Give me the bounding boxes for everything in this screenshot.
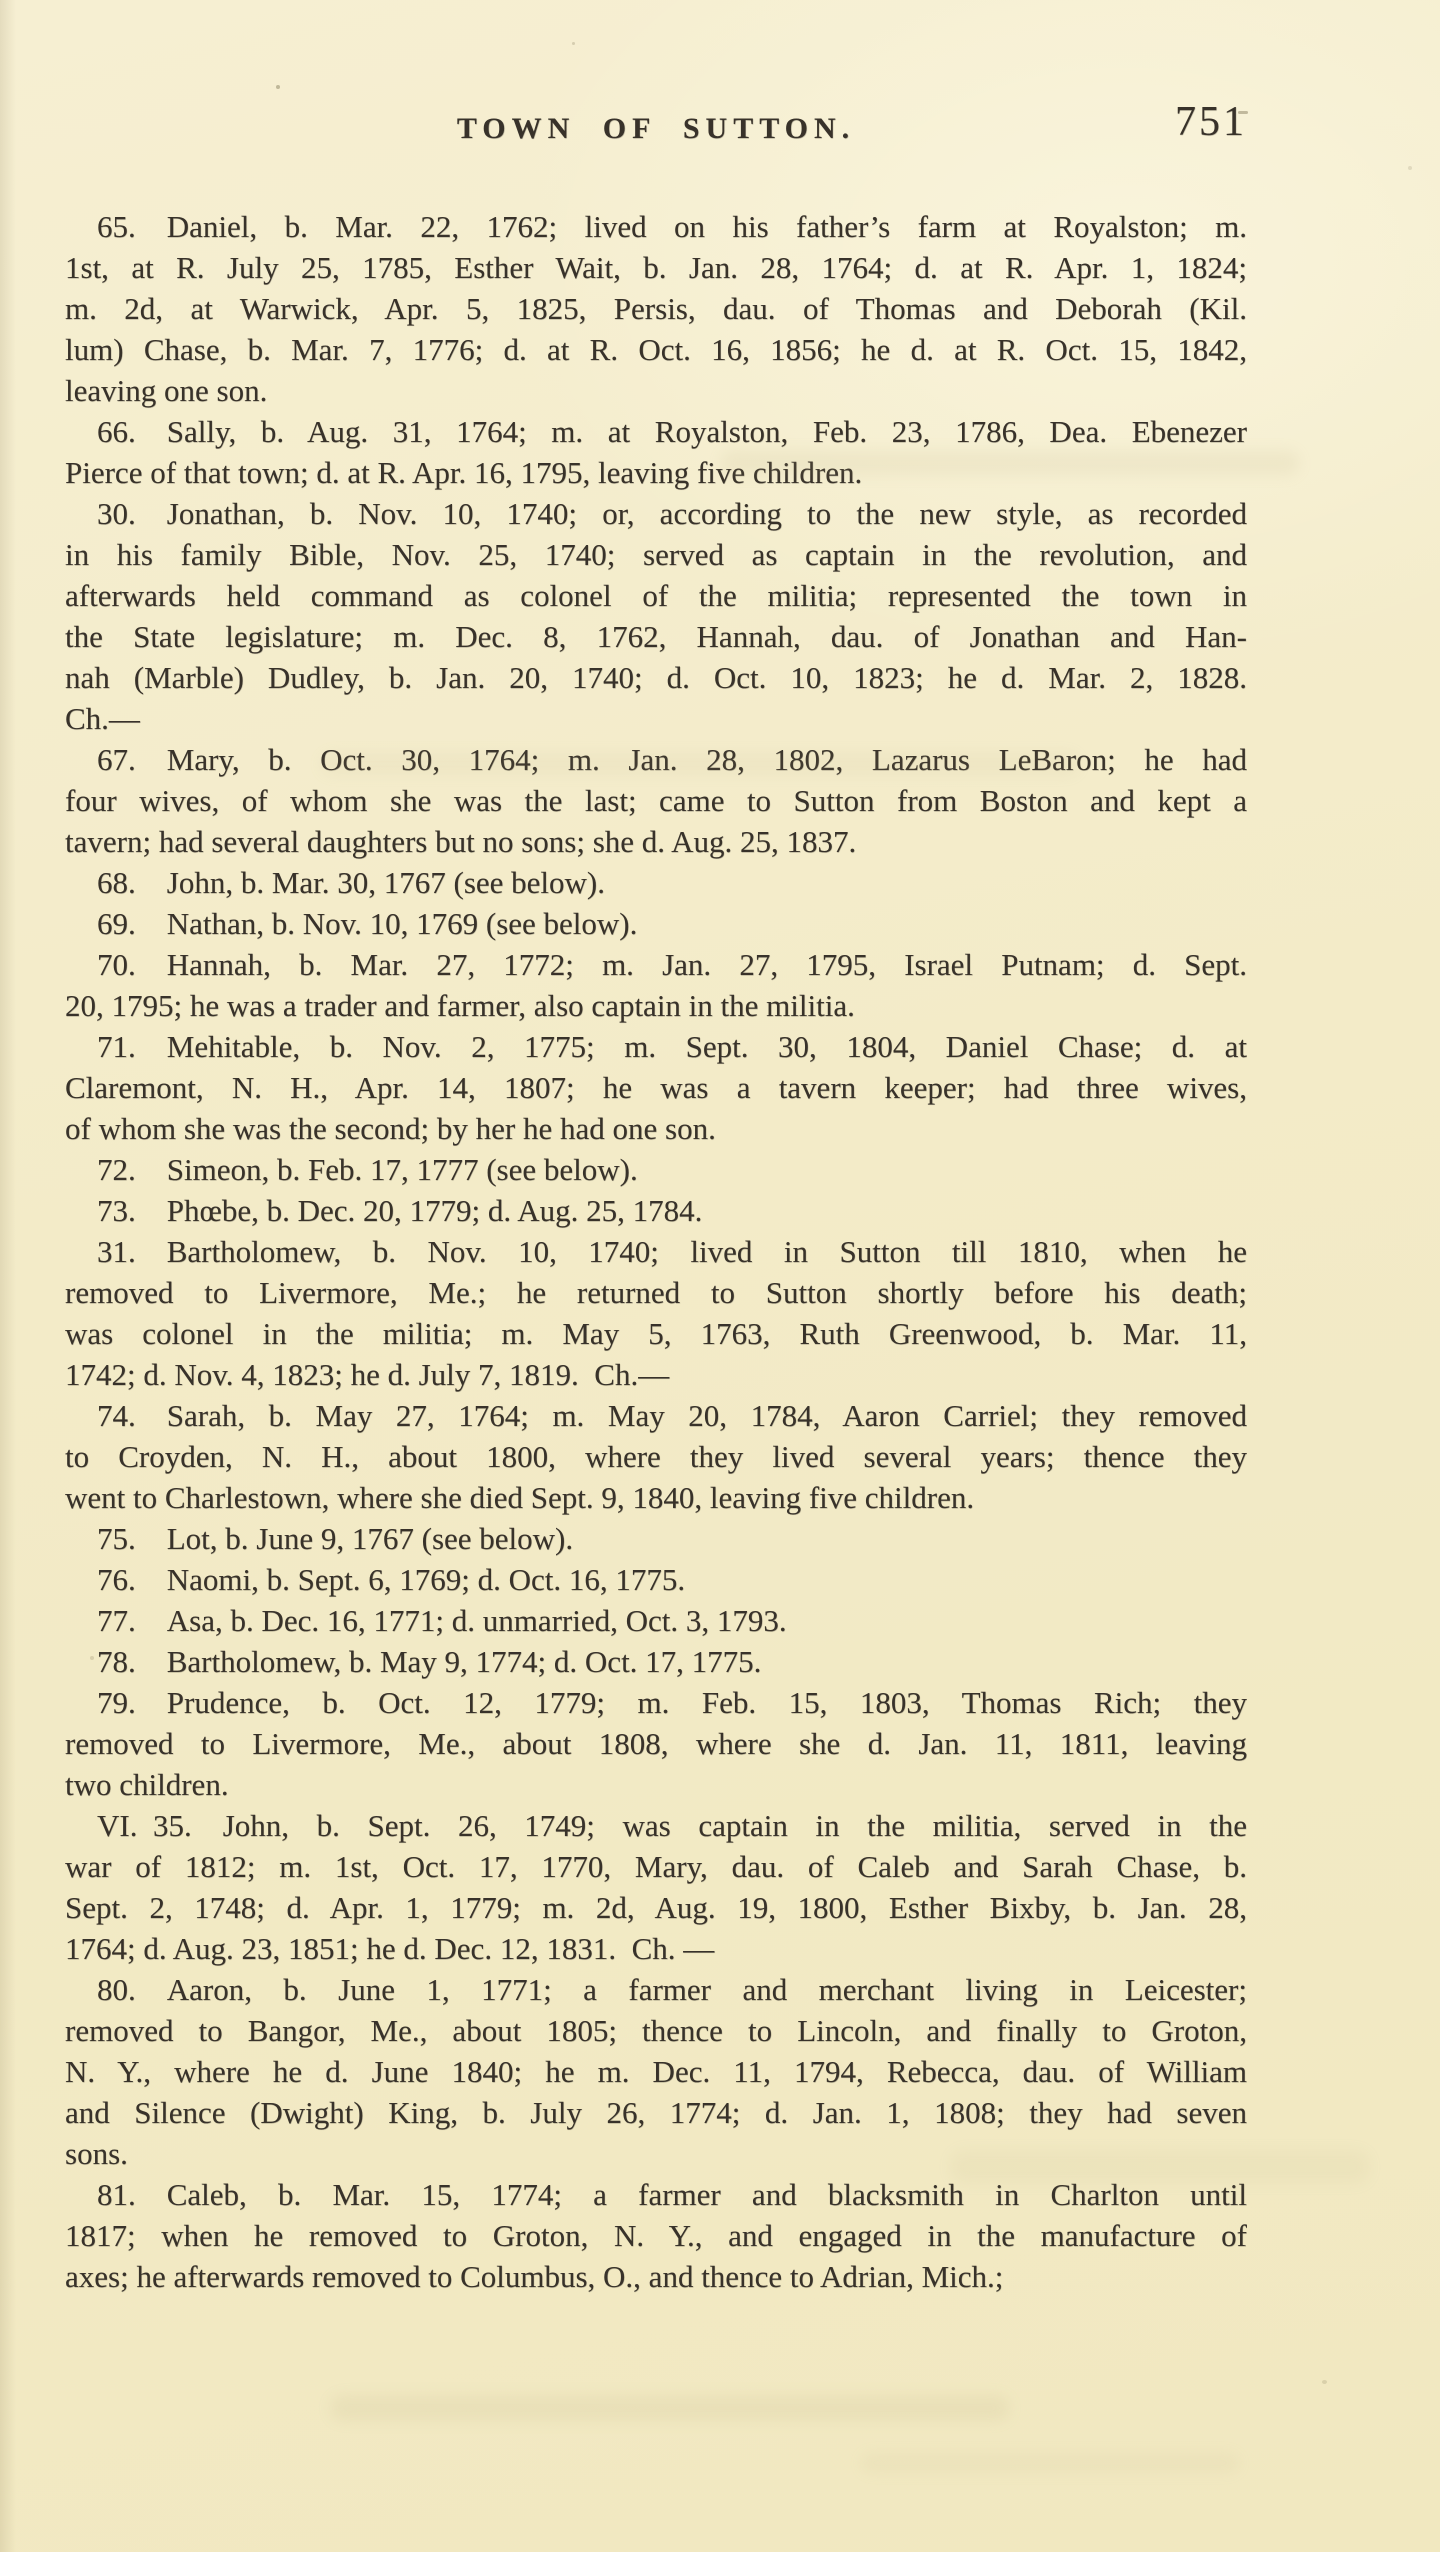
text-line: VI. 35. John, b. Sept. 26, 1749; was captain in the militia, served in the bbox=[97, 1808, 1247, 1843]
text-line: 78. Bartholomew, b. May 9, 1774; d. Oct. 17, 1775. bbox=[97, 1644, 762, 1679]
text-line: 20, 1795; he was a trader and farmer, also captain in the militia. bbox=[65, 988, 855, 1023]
text-line: 31. Bartholomew, b. Nov. 10, 1740; lived in Sutton till 1810, when he bbox=[97, 1234, 1247, 1269]
text-line: lum) Chase, b. Mar. 7, 1776; d. at R. Oct. 16, 1856; he d. at R. Oct. 15, 1842, bbox=[65, 332, 1247, 367]
text-line: 76. Naomi, b. Sept. 6, 1769; d. Oct. 16, 1775. bbox=[97, 1562, 686, 1597]
text-line: 75. Lot, b. June 9, 1767 (see below). bbox=[97, 1521, 574, 1556]
entry-79 bbox=[65, 1682, 1247, 1805]
entry-71 bbox=[65, 1026, 1247, 1149]
text-line: 65. Daniel, b. Mar. 22, 1762; lived on his father’s farm at Royalston; m. bbox=[97, 209, 1247, 244]
text-line: Ch.— bbox=[65, 701, 140, 736]
show-through-smudge bbox=[860, 2452, 1240, 2474]
text-line: 1817; when he removed to Groton, N. Y., and engaged in the manufacture of bbox=[65, 2218, 1247, 2253]
text-line: Pierce of that town; d. at R. Apr. 16, 1795, leaving five children. bbox=[65, 455, 863, 490]
entry-68 bbox=[65, 862, 1247, 903]
entry-73 bbox=[65, 1190, 1247, 1231]
text-line: 74. Sarah, b. May 27, 1764; m. May 20, 1784, Aaron Carriel; they removed bbox=[97, 1398, 1247, 1433]
paper-speck bbox=[1322, 2380, 1327, 2384]
text-line: leaving one son. bbox=[65, 373, 268, 408]
paper-speck bbox=[1238, 111, 1248, 114]
text-line: 80. Aaron, b. June 1, 1771; a farmer and merchant living in Leicester; bbox=[97, 1972, 1247, 2007]
show-through-smudge bbox=[330, 2395, 1010, 2421]
text-line: went to Charlestown, where she died Sept. 9, 1840, leaving five children. bbox=[65, 1480, 975, 1515]
text-line: four wives, of whom she was the last; came to Sutton from Boston and kept a bbox=[65, 783, 1247, 818]
entry-72 bbox=[65, 1149, 1247, 1190]
text-line: 69. Nathan, b. Nov. 10, 1769 (see below). bbox=[97, 906, 638, 941]
show-through-smudge bbox=[720, 450, 1300, 476]
text-line: sons. bbox=[65, 2136, 128, 2171]
entry-vi-35 bbox=[65, 1805, 1247, 1969]
text-line: Claremont, N. H., Apr. 14, 1807; he was a tavern keeper; had three wives, bbox=[65, 1070, 1247, 1105]
text-line: m. 2d, at Warwick, Apr. 5, 1825, Persis, dau. of Thomas and Deborah (Kil. bbox=[65, 291, 1247, 326]
page-number: 751 bbox=[1175, 99, 1247, 145]
entry-30 bbox=[65, 493, 1247, 739]
text-line: removed to Livermore, Me., about 1808, where she d. Jan. 11, 1811, leaving bbox=[65, 1726, 1247, 1761]
text-line: 72. Simeon, b. Feb. 17, 1777 (see below). bbox=[97, 1152, 638, 1187]
paper-speck bbox=[1408, 166, 1412, 170]
text-line: the State legislature; m. Dec. 8, 1762, Hannah, dau. of Jonathan and Han- bbox=[65, 619, 1247, 654]
text-line: Sept. 2, 1748; d. Apr. 1, 1779; m. 2d, Aug. 19, 1800, Esther Bixby, b. Jan. 28, bbox=[65, 1890, 1247, 1925]
entry-78 bbox=[65, 1641, 1247, 1682]
text-line: of whom she was the second; by her he had one son. bbox=[65, 1111, 716, 1146]
text-line: 79. Prudence, b. Oct. 12, 1779; m. Feb. 15, 1803, Thomas Rich; they bbox=[97, 1685, 1247, 1720]
entry-69 bbox=[65, 903, 1247, 944]
text-line: 1st, at R. July 25, 1785, Esther Wait, b. Jan. 28, 1764; d. at R. Apr. 1, 1824; bbox=[65, 250, 1247, 285]
entry-31 bbox=[65, 1231, 1247, 1395]
text-line: 67. Mary, b. Oct. 30, 1764; m. Jan. 28, 1802, Lazarus LeBaron; he had bbox=[97, 742, 1247, 777]
text-line: axes; he afterwards removed to Columbus, O., and thence to Adrian, Mich.; bbox=[65, 2259, 1004, 2294]
entry-81 bbox=[65, 2174, 1247, 2297]
paper-speck bbox=[572, 42, 575, 45]
text-line: two children. bbox=[65, 1767, 229, 1802]
text-line: 71. Mehitable, b. Nov. 2, 1775; m. Sept. 30, 1804, Daniel Chase; d. at bbox=[97, 1029, 1247, 1064]
text-line: 30. Jonathan, b. Nov. 10, 1740; or, according to the new style, as recorded bbox=[97, 496, 1247, 531]
text-line: afterwards held command as colonel of the militia; represented the town in bbox=[65, 578, 1247, 613]
entry-76 bbox=[65, 1559, 1247, 1600]
text-line: war of 1812; m. 1st, Oct. 17, 1770, Mary, dau. of Caleb and Sarah Chase, b. bbox=[65, 1849, 1247, 1884]
text-line: 68. John, b. Mar. 30, 1767 (see below). bbox=[97, 865, 605, 900]
running-header-title: TOWN OF SUTTON. bbox=[456, 112, 856, 145]
text-line: 1764; d. Aug. 23, 1851; he d. Dec. 12, 1831. Ch. — bbox=[65, 1931, 715, 1966]
show-through-smudge bbox=[320, 752, 1080, 776]
text-line: tavern; had several daughters but no sons; she d. Aug. 25, 1837. bbox=[65, 824, 857, 859]
text-line: 70. Hannah, b. Mar. 27, 1772; m. Jan. 27, 1795, Israel Putnam; d. Sept. bbox=[97, 947, 1247, 982]
text-line: and Silence (Dwight) King, b. July 26, 1774; d. Jan. 1, 1808; they had seven bbox=[65, 2095, 1247, 2130]
text-line: nah (Marble) Dudley, b. Jan. 20, 1740; d. Oct. 10, 1823; he d. Mar. 2, 1828. bbox=[65, 660, 1247, 695]
page-body bbox=[65, 206, 1247, 2297]
text-line: removed to Bangor, Me., about 1805; thence to Lincoln, and finally to Groton, bbox=[65, 2013, 1247, 2048]
entry-65 bbox=[65, 206, 1247, 411]
entry-80 bbox=[65, 1969, 1247, 2174]
entry-75 bbox=[65, 1518, 1247, 1559]
text-line: 66. Sally, b. Aug. 31, 1764; m. at Royalston, Feb. 23, 1786, Dea. Ebenezer bbox=[97, 414, 1247, 449]
text-line: N. Y., where he d. June 1840; he m. Dec. 11, 1794, Rebecca, dau. of William bbox=[65, 2054, 1247, 2089]
entry-74 bbox=[65, 1395, 1247, 1518]
paper-speck bbox=[276, 85, 280, 89]
text-line: 1742; d. Nov. 4, 1823; he d. July 7, 1819. Ch.— bbox=[65, 1357, 670, 1392]
text-line: 81. Caleb, b. Mar. 15, 1774; a farmer and blacksmith in Charlton until bbox=[97, 2177, 1247, 2212]
text-line: 77. Asa, b. Dec. 16, 1771; d. unmarried, Oct. 3, 1793. bbox=[97, 1603, 787, 1638]
text-line: to Croyden, N. H., about 1800, where they lived several years; thence they bbox=[65, 1439, 1247, 1474]
text-line: removed to Livermore, Me.; he returned to Sutton shortly before his death; bbox=[65, 1275, 1247, 1310]
text-line: 73. Phœbe, b. Dec. 20, 1779; d. Aug. 25, 1784. bbox=[97, 1193, 703, 1228]
entry-70 bbox=[65, 944, 1247, 1026]
paper-speck bbox=[90, 1656, 94, 1660]
show-through-smudge bbox=[950, 2150, 1370, 2184]
text-line: was colonel in the militia; m. May 5, 1763, Ruth Greenwood, b. Mar. 11, bbox=[65, 1316, 1247, 1351]
entry-77 bbox=[65, 1600, 1247, 1641]
text-line: in his family Bible, Nov. 25, 1740; served as captain in the revolution, and bbox=[65, 537, 1247, 572]
